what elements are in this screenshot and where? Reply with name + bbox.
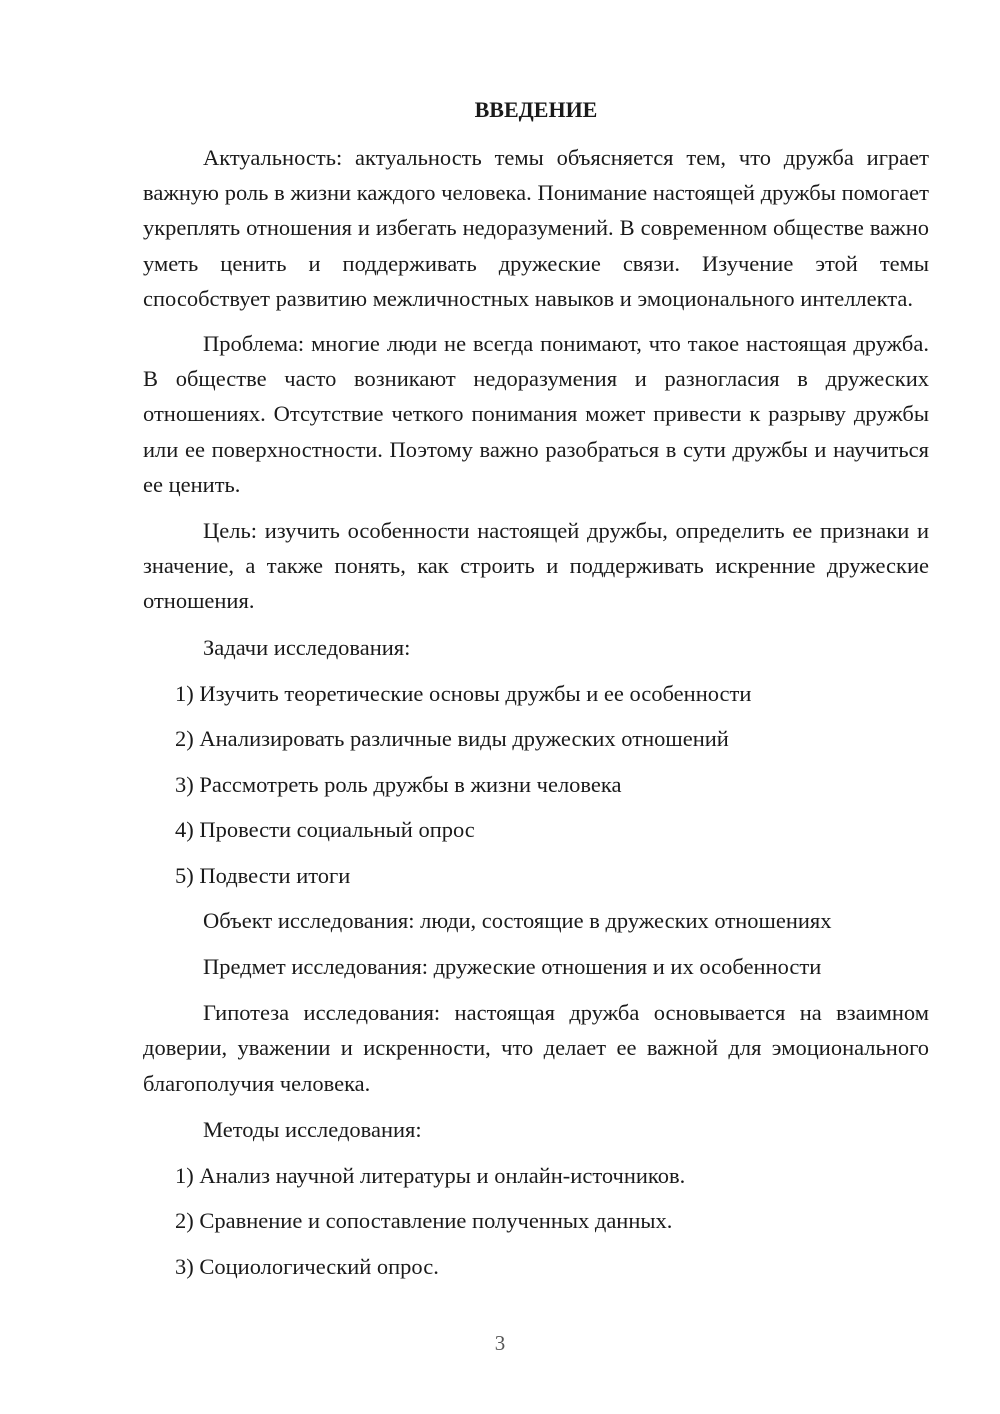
subject-line: Предмет исследования: дружеские отношения и их особенности <box>203 954 822 980</box>
list-item: 2) Сравнение и сопоставление полученных данных. <box>175 1208 673 1234</box>
goal-paragraph: Цель: изучить особенности настоящей дружбы, определить ее признаки и значение, а также понять, как строить и поддерживать искренние дружеские отношения. <box>143 518 929 614</box>
relevance-paragraph: Актуальность: актуальность темы объясняется тем, что дружба играет важную роль в жизни каждого человека. Понимание настоящей дружбы помогает укреплять отношения и избегать недоразумений. В современном обществе важно уметь ценить и поддерживать дружеские связи. Изучение этой темы способствует развитию межличностных навыков и эмоционального интеллекта. <box>143 145 929 311</box>
list-item: 3) Социологический опрос. <box>175 1253 439 1279</box>
list-item: 1) Изучить теоретические основы дружбы и ее особенности <box>175 680 752 706</box>
methods-list <box>143 1158 929 1284</box>
list-item: 1) Анализ научной литературы и онлайн-источников. <box>175 1162 686 1188</box>
page-number: 3 <box>494 1331 506 1355</box>
list-item: 3) Рассмотреть роль дружбы в жизни человека <box>175 771 622 797</box>
object-line: Объект исследования: люди, состоящие в дружеских отношениях <box>203 908 832 934</box>
list-item: 4) Провести социальный опрос <box>175 817 475 843</box>
problem-paragraph: Проблема: многие люди не всегда понимают, что такое настоящая дружба. В обществе часто возникают недоразумения и разногласия в дружеских отношениях. Отсутствие четкого понимания может привести к разрыву дружбы или ее поверхностности. Поэтому важно разобраться в сути дружбы и научиться ее ценить. <box>143 331 929 497</box>
page-content <box>143 94 929 1294</box>
list-item: 2) Анализировать различные виды дружеских отношений <box>175 726 729 752</box>
tasks-list <box>143 676 929 893</box>
methods-heading: Методы исследования: <box>203 1116 422 1142</box>
hypothesis-paragraph: Гипотеза исследования: настоящая дружба основывается на взаимном доверии, уважении и искренности, что делает ее важной для эмоционального благополучия человека. <box>143 1000 929 1096</box>
section-title: ВВЕДЕНИЕ <box>474 97 598 122</box>
tasks-heading: Задачи исследования: <box>203 634 411 660</box>
list-item: 5) Подвести итоги <box>175 862 351 888</box>
